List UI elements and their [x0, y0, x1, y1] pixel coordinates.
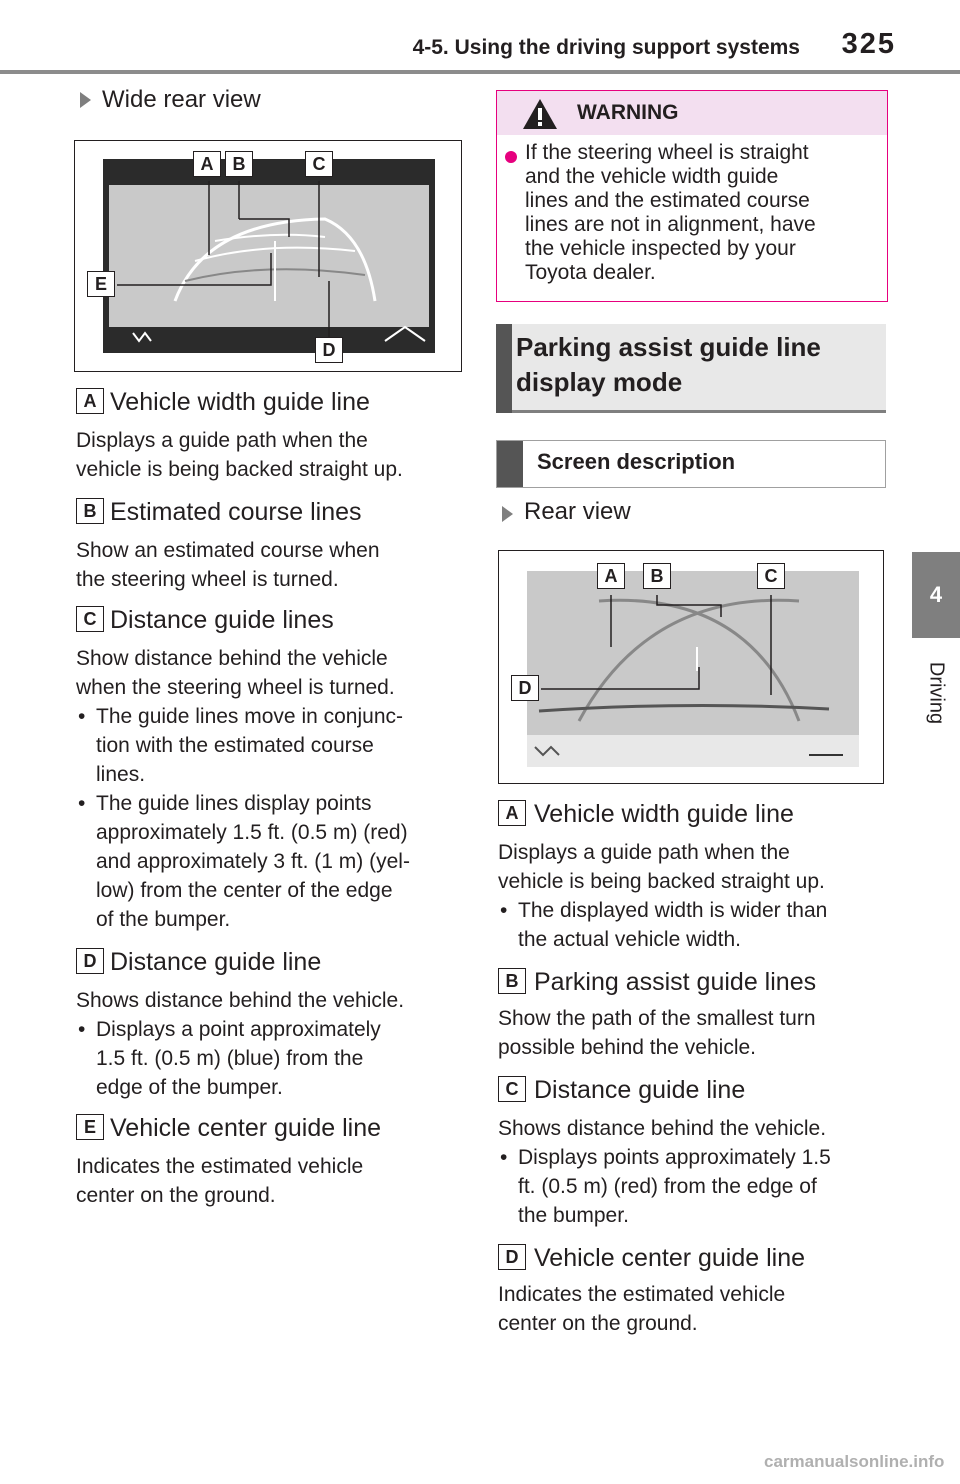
- bullet-item: • Displays points approximately 1.5 ft. (0.5 m) (red) from the edge of the bumper.: [498, 1143, 898, 1230]
- item-badge-a: A: [76, 388, 104, 414]
- item-desc: Show distance behind the vehicle when the steering wheel is turned. • The guide lines move in conjunc- tion with the estimated course lines. • The guide lines display points approximately 1.5 ft. (0.5 m) (red) and approximately 3 ft. (1 m) (yel- low) from the center of the edge of the bumper.: [76, 644, 476, 934]
- figure-label-b: B: [643, 563, 671, 589]
- section-heading-bar: [496, 324, 512, 413]
- item-badge-e: E: [76, 1114, 104, 1140]
- rear-view-heading: Rear view: [524, 498, 631, 525]
- item-badge-b: B: [498, 968, 526, 994]
- subsection-heading: [496, 440, 886, 488]
- rear-view-figure: [498, 550, 884, 784]
- warning-box: [496, 90, 888, 302]
- item-desc: Indicates the estimated vehicle center on the ground.: [76, 1155, 364, 1207]
- page-number: 325: [841, 28, 896, 60]
- chapter-tab-number[interactable]: 4: [912, 552, 960, 638]
- footer-watermark[interactable]: carmanualsonline.info: [764, 1452, 945, 1471]
- wide-rear-view-heading: Wide rear view: [102, 86, 261, 113]
- section-header: 4-5. Using the driving support systems: [412, 36, 800, 59]
- item-badge-a: A: [498, 800, 526, 826]
- item-desc: Displays a guide path when the vehicle is being backed straight up.: [76, 429, 403, 481]
- bullet-item: • Displays a point approximately 1.5 ft. (0.5 m) (blue) from the edge of the bumper.: [76, 1015, 476, 1102]
- item-desc: Displays a guide path when the vehicle is being backed straight up. • The displayed width is wider than the actual vehicle width.: [498, 838, 898, 954]
- warning-triangle-icon: [521, 97, 559, 131]
- item-title-estimated-course-lines: Estimated course lines: [110, 498, 362, 526]
- item-desc: Shows distance behind the vehicle. • Displays points approximately 1.5 ft. (0.5 m) (red) from the edge of the bumper.: [498, 1114, 898, 1230]
- item-badge-c: C: [498, 1076, 526, 1102]
- section-heading-text: Parking assist guide line display mode: [516, 332, 821, 397]
- subsection-heading-bar: [497, 441, 523, 487]
- item-title-distance-guide-lines: Distance guide lines: [110, 606, 334, 634]
- item-title-distance-guide-line: Distance guide line: [110, 948, 322, 976]
- section-heading: [496, 324, 886, 413]
- item-desc: Shows distance behind the vehicle. • Displays a point approximately 1.5 ft. (0.5 m) (blue) from the edge of the bumper.: [76, 986, 476, 1102]
- figure-label-c: C: [757, 563, 785, 589]
- bullet-arrow-icon: [502, 506, 513, 522]
- item-title-distance-guide-line: Distance guide line: [534, 1076, 746, 1104]
- warning-text: If the steering wheel is straight and the vehicle width guide lines and the estimated course lines are not in alignment, have the vehicle inspected by your Toyota dealer.: [525, 141, 816, 284]
- figure-label-a: A: [193, 151, 221, 177]
- item-title-parking-assist-guide-lines: Parking assist guide lines: [534, 968, 817, 996]
- figure-label-c: C: [305, 151, 333, 177]
- wide-rear-view-figure: [74, 140, 462, 372]
- item-badge-d: D: [498, 1244, 526, 1270]
- item-title-vehicle-center-guide-line: Vehicle center guide line: [534, 1244, 806, 1272]
- warning-bullet-icon: [505, 151, 517, 163]
- bullet-arrow-icon: [80, 92, 91, 108]
- figure-label-d: D: [315, 337, 343, 363]
- item-title-vehicle-width-guide-line: Vehicle width guide line: [534, 800, 794, 828]
- figure-label-d: D: [511, 675, 539, 701]
- item-title-vehicle-center-guide-line: Vehicle center guide line: [110, 1114, 382, 1142]
- bullet-item: • The guide lines move in conjunc- tion with the estimated course lines.: [76, 702, 476, 789]
- item-desc: Show an estimated course when the steering wheel is turned.: [76, 539, 380, 591]
- figure-label-e: E: [87, 271, 115, 297]
- item-badge-c: C: [76, 606, 104, 632]
- bullet-item: • The guide lines display points approximately 1.5 ft. (0.5 m) (red) and approximately 3 ft. (1 m) (yel- low) from the center of the edge of the bumper.: [76, 789, 476, 934]
- item-desc: Indicates the estimated vehicle center on the ground.: [498, 1283, 786, 1335]
- item-title-vehicle-width-guide-line: Vehicle width guide line: [110, 388, 370, 416]
- figure-label-b: B: [225, 151, 253, 177]
- bullet-item: • The displayed width is wider than the actual vehicle width.: [498, 896, 898, 954]
- figure-label-a: A: [597, 563, 625, 589]
- warning-title: WARNING: [577, 101, 679, 124]
- chapter-tab-label: Driving: [925, 661, 948, 725]
- item-badge-d: D: [76, 948, 104, 974]
- item-desc: Show the path of the smallest turn possible behind the vehicle.: [498, 1007, 816, 1059]
- item-badge-b: B: [76, 498, 104, 524]
- subsection-heading-text: Screen description: [537, 449, 736, 474]
- header-rule: [0, 70, 960, 74]
